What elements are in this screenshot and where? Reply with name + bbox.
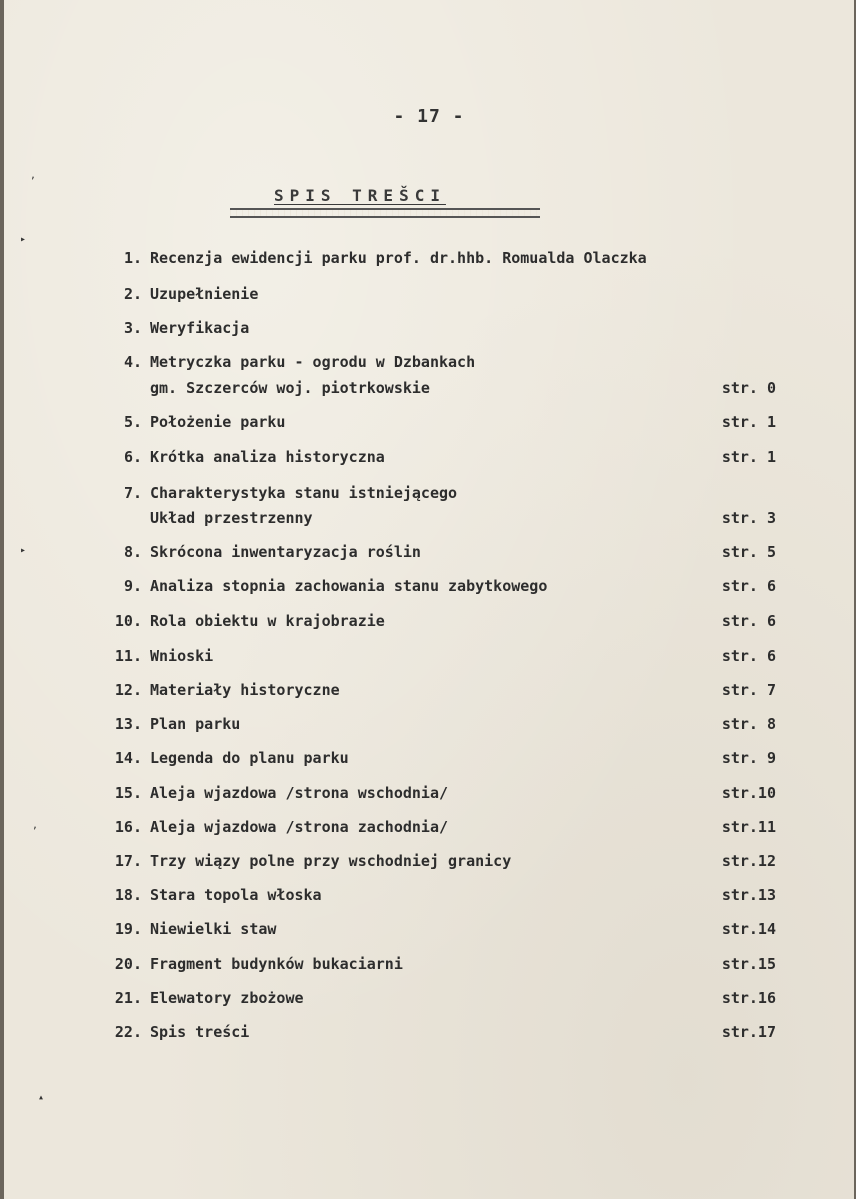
toc-entry-number: 6. [123, 448, 142, 466]
toc-entry-number: 9. [123, 577, 142, 595]
toc-entry [4, 917, 854, 941]
toc-entry-title: Weryfikacja [150, 319, 250, 337]
toc-entry-page: str. 0 [721, 379, 776, 397]
toc-entry-title: Aleja wjazdowa /strona zachodnia/ [150, 818, 449, 836]
document-page [4, 0, 854, 1199]
document-title: SPIS TREŠCI [274, 186, 446, 205]
toc-entry-number: 13. [114, 715, 142, 733]
toc-entry-title: Uzupełnienie [150, 285, 259, 303]
toc-entry-page: str. 5 [721, 543, 776, 561]
binding-hole-mark: ▸ [20, 545, 27, 556]
toc-entry-title: Metryczka parku - ogrodu w Dzbankach [150, 353, 476, 371]
toc-entry [4, 849, 854, 873]
toc-entry [4, 815, 854, 839]
toc-entry-title: Położenie parku [150, 413, 286, 431]
toc-entry-number: 16. [114, 818, 142, 836]
toc-entry-number: 5. [123, 413, 142, 431]
toc-entry-page: str. 3 [721, 509, 776, 527]
toc-entry-page: str. 9 [721, 749, 776, 767]
toc-entry-title: Legenda do planu parku [150, 749, 349, 767]
toc-entry [4, 540, 854, 564]
toc-entry [4, 986, 854, 1010]
toc-entry [4, 1020, 854, 1044]
toc-entry-number: 12. [114, 681, 142, 699]
toc-entry-page: str. 1 [721, 413, 776, 431]
toc-entry-page: str.11 [721, 818, 776, 836]
title-block [230, 186, 540, 218]
toc-entry-title: Krótka analiza historyczna [150, 448, 385, 466]
toc-entry [4, 376, 854, 400]
toc-entry [4, 574, 854, 598]
toc-entry-page: str.15 [721, 955, 776, 973]
toc-entry-number: 10. [114, 612, 142, 630]
toc-entry-page: str.10 [721, 784, 776, 802]
toc-entry-number: 20. [114, 955, 142, 973]
toc-entry [4, 316, 854, 340]
toc-entry-number: 19. [114, 920, 142, 938]
toc-entry-title: Układ przestrzenny [150, 509, 313, 527]
toc-entry-page: str.17 [721, 1023, 776, 1041]
toc-entry-title: Elewatory zbożowe [150, 989, 304, 1007]
toc-entry-number: 8. [123, 543, 142, 561]
toc-entry-page: str. 6 [721, 577, 776, 595]
toc-entry-number: 2. [123, 285, 142, 303]
toc-entry-page: str. 7 [721, 681, 776, 699]
toc-entry [4, 712, 854, 736]
toc-entry [4, 678, 854, 702]
toc-entry [4, 644, 854, 668]
toc-entry-title: Plan parku [150, 715, 241, 733]
toc-entry-page: str. 6 [721, 612, 776, 630]
toc-entry-title: Analiza stopnia zachowania stanu zabytkowego [150, 577, 548, 595]
page-number: - 17 - [393, 106, 465, 127]
toc-entry-number: 7. [123, 484, 142, 502]
toc-entry [4, 609, 854, 633]
toc-entry [4, 246, 854, 270]
toc-entry-title: Rola obiektu w krajobrazie [150, 612, 385, 630]
toc-entry-title: Trzy wiązy polne przy wschodniej granicy [150, 852, 512, 870]
toc-entry-page: str. 1 [721, 448, 776, 466]
toc-entry-title: Aleja wjazdowa /strona wschodnia/ [150, 784, 449, 802]
toc-entry-title: Spis treści [150, 1023, 250, 1041]
toc-entry-number: 22. [114, 1023, 142, 1041]
toc-entry-title: Wnioski [150, 647, 214, 665]
toc-entry-title: Charakterystyka stanu istniejącego [150, 484, 458, 502]
toc-entry-number: 17. [114, 852, 142, 870]
toc-entry-page: str.14 [721, 920, 776, 938]
toc-entry [4, 883, 854, 907]
toc-entry-number: 18. [114, 886, 142, 904]
toc-entry [4, 781, 854, 805]
toc-entry-number: 4. [123, 353, 142, 371]
toc-entry [4, 445, 854, 469]
toc-entry [4, 506, 854, 530]
toc-entry-page: str.12 [721, 852, 776, 870]
toc-entry-title: Stara topola włoska [150, 886, 322, 904]
toc-entry [4, 952, 854, 976]
toc-entry [4, 350, 854, 374]
toc-entry-number: 1. [123, 249, 142, 267]
toc-entry-number: 3. [123, 319, 142, 337]
toc-entry-number: 14. [114, 749, 142, 767]
toc-entry-title: Niewielki staw [150, 920, 277, 938]
toc-entry-title: Materiały historyczne [150, 681, 340, 699]
toc-entry-number: 15. [114, 784, 142, 802]
scan-speck: , [30, 170, 37, 181]
toc-entry [4, 282, 854, 306]
toc-entry-number: 11. [114, 647, 142, 665]
toc-entry-page: str.16 [721, 989, 776, 1007]
toc-entry-title: Fragment budynków bukaciarni [150, 955, 403, 973]
toc-entry-title: gm. Szczerców woj. piotrkowskie [150, 379, 430, 397]
toc-entry-page: str. 6 [721, 647, 776, 665]
toc-entry-page: str.13 [721, 886, 776, 904]
toc-entry-title: Recenzja ewidencji parku prof. dr.hhb. Romualda Olaczka [150, 249, 647, 267]
toc-entry-number: 21. [114, 989, 142, 1007]
toc-entry [4, 746, 854, 770]
toc-entry-page: str. 8 [721, 715, 776, 733]
toc-entry-title: Skrócona inwentaryzacja roślin [150, 543, 421, 561]
scan-speck: , [32, 820, 39, 831]
toc-entry [4, 481, 854, 505]
binding-hole-mark: ▴ [38, 1092, 45, 1103]
title-double-underline [230, 208, 540, 218]
binding-hole-mark: ▸ [20, 234, 27, 245]
toc-entry [4, 410, 854, 434]
